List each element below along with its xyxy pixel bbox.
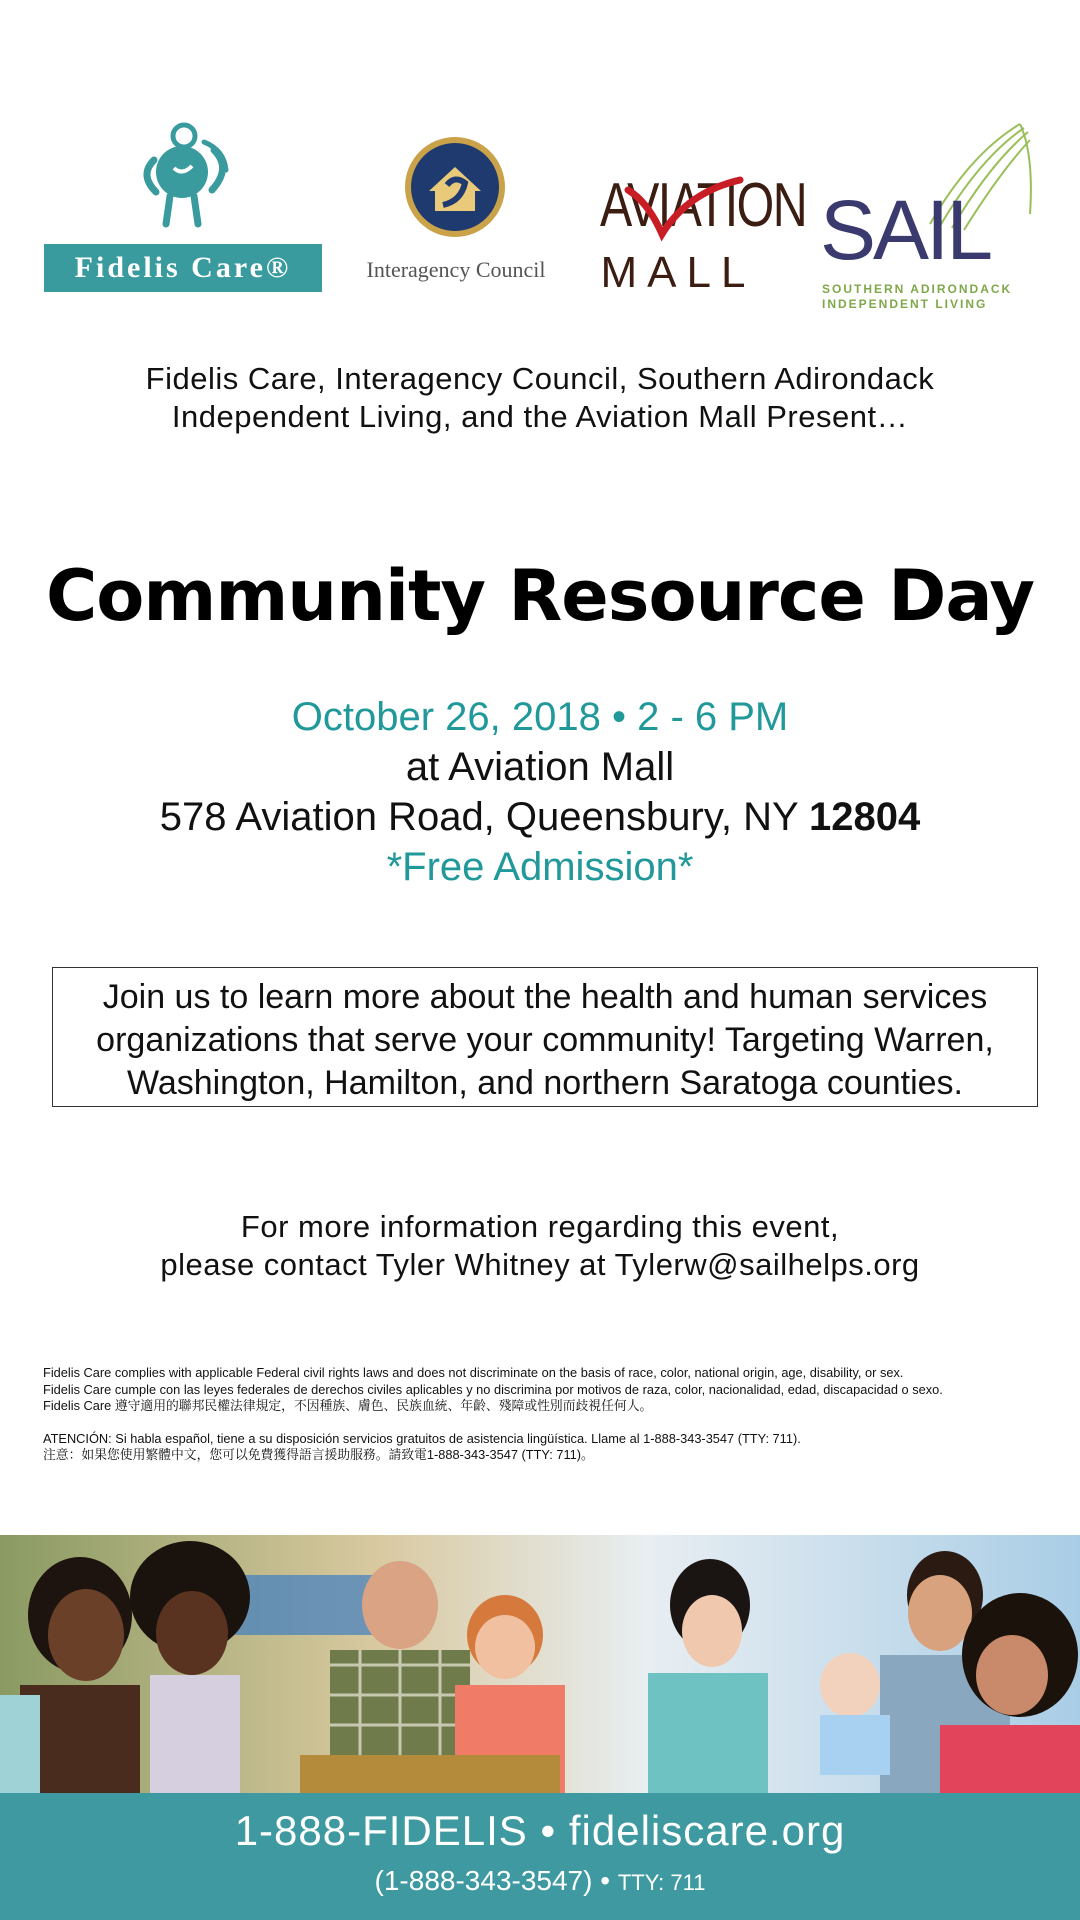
footer-tty: TTY: 711 (617, 1870, 706, 1895)
sponsor-logos (0, 100, 1080, 311)
event-datetime: October 26, 2018 • 2 - 6 PM (291, 695, 789, 739)
footer-phone-numbers (0, 1865, 1080, 1897)
legal-line-5: 注意：如果您使用繁體中文，您可以免費獲得語言援助服務。請致電1-888-343-3547 (TTY: 711)。 (43, 1447, 594, 1462)
contact-line-2[interactable]: please contact Tyler Whitney at Tylerw@sailhelps.org (160, 1247, 920, 1282)
sail-subtitle-line-2: INDEPENDENT LIVING (822, 297, 988, 311)
red-checkmark-icon (618, 172, 748, 242)
aviation-wordmark: AVIATION (600, 171, 807, 240)
interagency-council-wordmark: Interagency Council (366, 257, 546, 282)
community-photo (0, 1535, 1080, 1793)
sail-wordmark: SAIL (820, 183, 991, 277)
address-street: 578 Aviation Road, Queensbury, NY (159, 795, 810, 839)
footer-contact-bar (0, 1793, 1080, 1920)
families-photo-illustration (0, 1535, 1080, 1793)
footer-phone-website[interactable]: 1-888-FIDELIS • fideliscare.org (234, 1807, 846, 1854)
sail-logo (820, 114, 1034, 311)
presenters-text (60, 360, 1020, 436)
address-zip: 12804 (809, 795, 921, 839)
interagency-council-logo (356, 135, 556, 290)
event-description-box: Join us to learn more about the health and human services organizations that serve your community! Targeting Warren, Washington, Hamilton, and northern Saratoga counties. (52, 967, 1038, 1107)
house-seal-icon (403, 135, 507, 239)
footer-phone-number: (1-888-343-3547) • (374, 1865, 618, 1896)
event-details (0, 692, 1080, 892)
sail-subtitle-line-1: SOUTHERN ADIRONDACK (822, 282, 1013, 296)
sail-subtitle (822, 282, 1036, 312)
legal-line-4: ATENCIÓN: Si habla español, tiene a su disposición servicios gratuitos de asistencia lingüística. Llame al 1-888-343-3547 (TTY: 711). (43, 1430, 801, 1446)
aviation-mall-logo (578, 170, 807, 300)
nondiscrimination-notice (43, 1365, 1053, 1464)
presenters-line-1: Fidelis Care, Interagency Council, Southern Adirondack (145, 361, 935, 396)
event-title: Community Resource Day (45, 555, 1035, 637)
presenters-line-2: Independent Living, and the Aviation Mall Present… (171, 399, 909, 434)
event-admission: *Free Admission* (386, 845, 694, 889)
fidelis-figure-icon (134, 120, 234, 230)
fidelis-care-logo (44, 120, 322, 292)
event-address (0, 792, 1080, 842)
event-venue: at Aviation Mall (405, 745, 675, 789)
contact-line-1: For more information regarding this event, (240, 1209, 840, 1244)
mall-wordmark: MALL (600, 248, 756, 297)
legal-line-2: Fidelis Care cumple con las leyes federales de derechos civiles aplicables y no discrimina por motivos de raza, color, nacionalidad, edad, discapacidad o sexo. (43, 1381, 943, 1397)
fidelis-wordmark: Fidelis Care® (44, 244, 322, 292)
legal-line-3: Fidelis Care 遵守適用的聯邦民權法律規定，不因種族、膚色、民族血統、年齡、殘障或性別而歧視任何人。 (43, 1398, 653, 1413)
contact-info (0, 1208, 1080, 1284)
legal-line-1: Fidelis Care complies with applicable Federal civil rights laws and does not discriminate on the basis of race, color, national origin, age, disability, or sex. (43, 1365, 904, 1380)
